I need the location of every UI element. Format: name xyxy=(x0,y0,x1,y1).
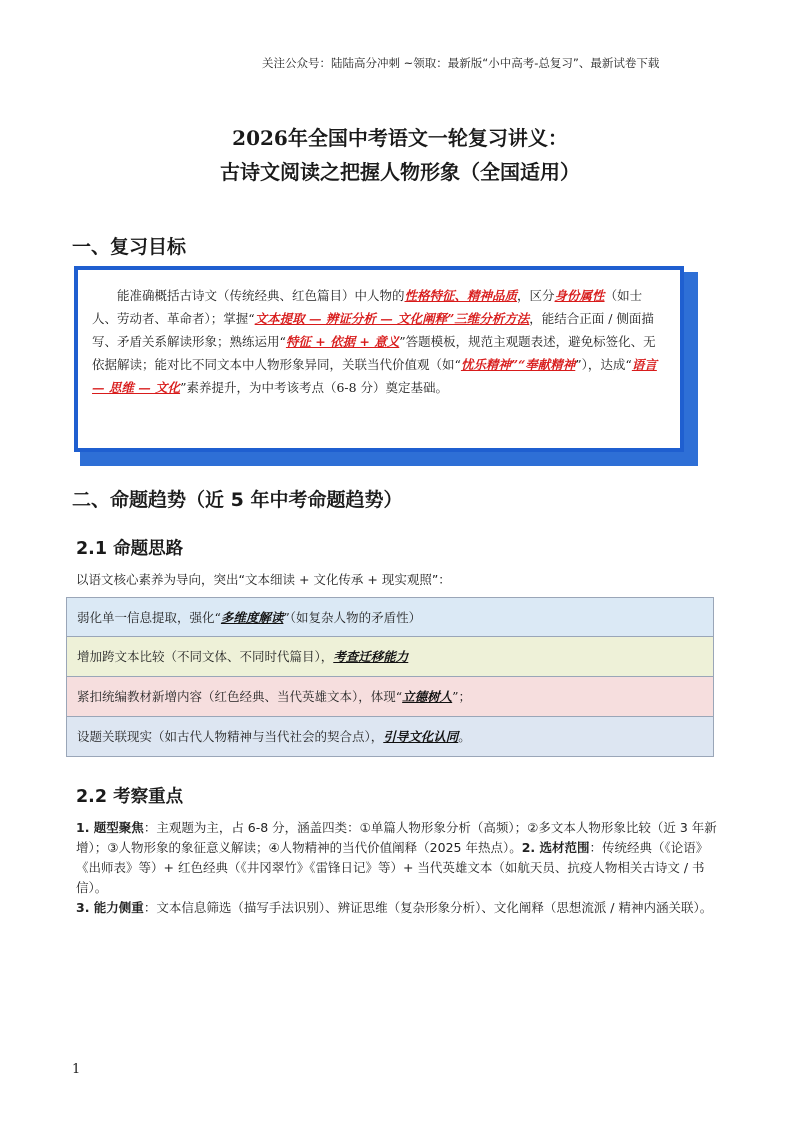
trend-row-keyword: 立德树人 xyxy=(402,689,453,704)
trend-row-keyword: 引导文化认同 xyxy=(383,729,459,744)
trend-row-text: 弱化单一信息提取，强化“ xyxy=(77,610,221,625)
trend-row-text: 增加跨文本比较（不同文体、不同时代篇目）， xyxy=(77,649,334,664)
trend-intro: 以语文核心素养为导向，突出“文本细读 + 文化传承 + 现实观照”： xyxy=(76,572,451,587)
trend-table xyxy=(66,597,714,757)
focus-item-text: ：主观题为主，占 6-8 分，涵盖四类：①单篇人物形象分析（高频）；②多文本人物形象比较（近 3 年新增）；③人物形象的象征意义解读；④人物精神的当代价值阐释（2025 年热点）。 xyxy=(76,820,717,855)
trend-row xyxy=(66,717,714,757)
trend-row-keyword: 考查迁移能力 xyxy=(333,649,409,664)
goal-text-part: 能准确概括古诗文（传统经典、红色篇目）中人物的 xyxy=(117,288,405,303)
document-title-line1: 2026年全国中考语文一轮复习讲义： xyxy=(232,126,568,150)
goal-box-border xyxy=(74,266,684,452)
trend-row-text: 设题关联现实（如古代人物精神与当代社会的契合点）， xyxy=(77,729,384,744)
section1-heading: 一、复习目标 xyxy=(72,236,187,258)
goal-text-part: ，能结合正面 / 侧面描写、矛盾关系解读形象；熟练运用“ xyxy=(92,311,654,349)
header-note: 关注公众号：陆陆高分冲刺 ~领取：最新版“小中高考-总复习”、最新试卷下载 xyxy=(262,56,660,70)
goal-highlight: 身份属性 xyxy=(554,288,605,303)
focus-item-label: 3. 能力侧重 xyxy=(76,900,144,915)
trend-row-text: 紧扣统编教材新增内容（红色经典、当代英雄文本），体现“ xyxy=(77,689,403,704)
focus-item-text: ：传统经典（《论语》《出师表》等）+ 红色经典（《井冈翠竹》《雷锋日记》等）+ 当代英雄文本（如航天员、抗疫人物相关古诗文 / 书信）。 xyxy=(76,840,709,895)
goal-text-part: ”），达成“ xyxy=(575,357,632,372)
trend-row xyxy=(66,677,714,717)
goal-text-part: （如士人、劳动者、革命者）；掌握“ xyxy=(92,288,643,326)
focus-list xyxy=(76,818,726,918)
page-number: 1 xyxy=(72,1062,81,1077)
goal-highlight: 性格特征、精神品质 xyxy=(404,288,518,303)
subsection-2-1-heading: 2.1 命题思路 xyxy=(76,539,184,559)
section2-heading: 二、命题趋势（近 5 年中考命题趋势） xyxy=(72,489,403,511)
goal-text-part: ，区分 xyxy=(517,288,555,303)
trend-row xyxy=(66,597,714,637)
trend-row-text: ”； xyxy=(452,689,472,704)
goal-text-part: ”素养提升，为中考该考点（6-8 分）奠定基础。 xyxy=(180,380,449,395)
document-title-line2: 古诗文阅读之把握人物形象（全国适用） xyxy=(220,160,580,184)
goal-text xyxy=(92,284,662,399)
goal-highlight: 语言 — 思维 — 文化 xyxy=(92,357,657,395)
goal-highlight: 忧乐精神”“奉献精神 xyxy=(460,357,576,372)
focus-item-label: 2. 选材范围 xyxy=(521,840,590,855)
subsection-2-2-heading: 2.2 考察重点 xyxy=(76,787,184,807)
trend-row-text: 。 xyxy=(458,729,471,744)
trend-row-keyword: 多维度解读 xyxy=(220,610,284,625)
goal-box xyxy=(74,266,700,468)
focus-item-label: 1. 题型聚焦 xyxy=(76,820,144,835)
trend-row xyxy=(66,637,714,677)
goal-text-part: ”答题模板，规范主观题表述，避免标签化、无依据解读；能对比不同文本中人物形象异同，关联当代价值观（如“ xyxy=(92,334,656,372)
focus-item xyxy=(76,818,726,898)
trend-row-text: ”（如复杂人物的矛盾性） xyxy=(283,610,422,625)
goal-highlight: 特征 + 依据 + 意义 xyxy=(285,334,400,349)
focus-item-text: ：文本信息筛选（描写手法识别）、辨证思维（复杂形象分析）、文化阐释（思想流派 / 精神内涵关联）。 xyxy=(143,900,713,915)
goal-highlight: 文本提取 — 辨证分析 — 文化阐释”三维分析方法 xyxy=(254,311,530,326)
focus-item xyxy=(76,898,726,918)
